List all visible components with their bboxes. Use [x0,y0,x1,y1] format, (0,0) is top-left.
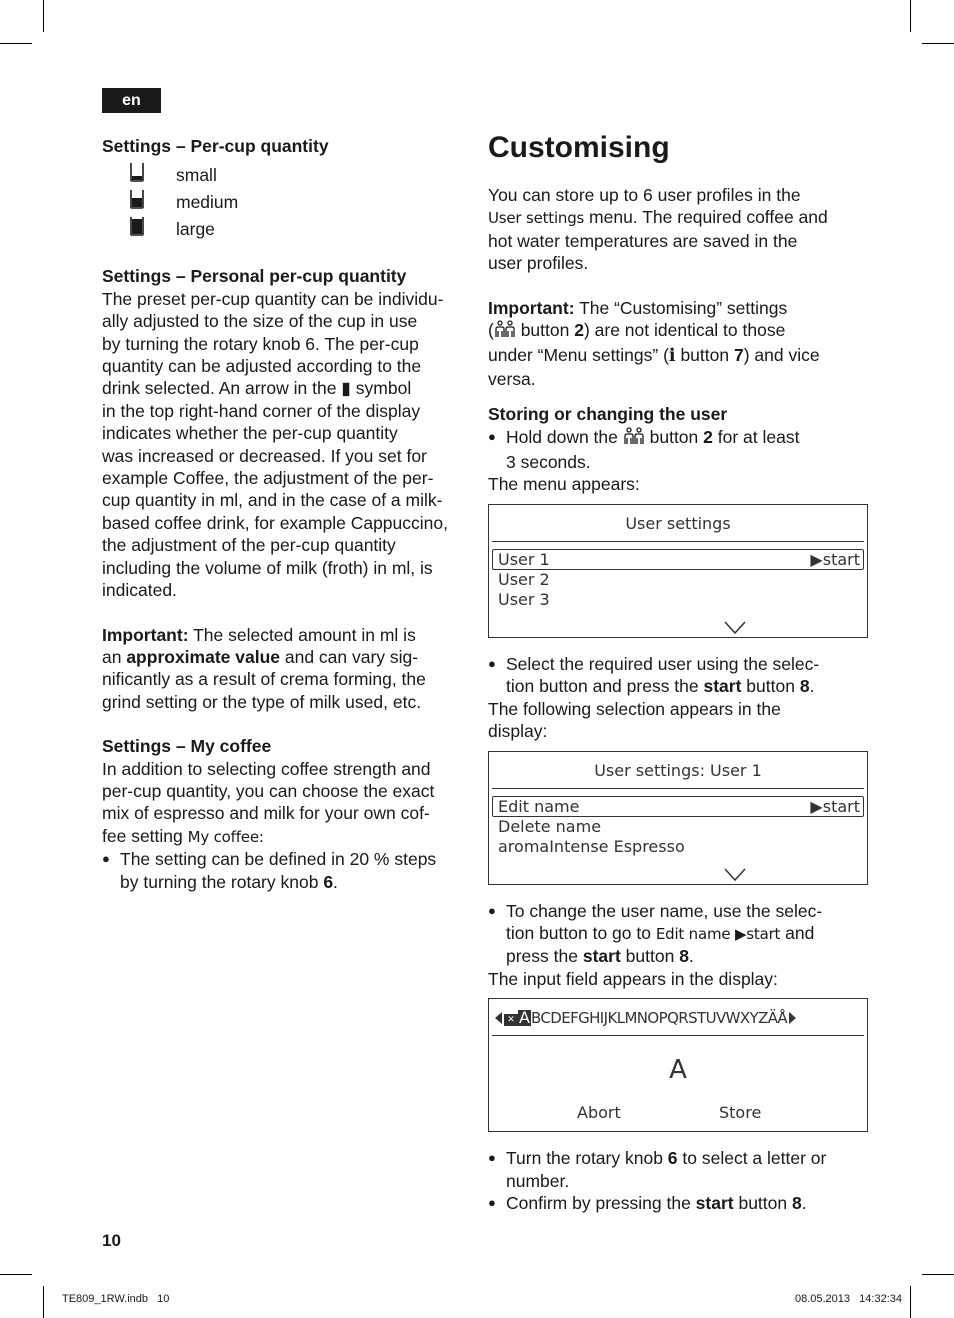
personal-line: including the volume of milk (froth) in ml, is [102,557,433,578]
important-bold: approximate value [126,646,280,667]
mycoffee-line: In addition to selecting coffee strength and [102,758,431,779]
display-row: User 2 [498,569,550,589]
display-actions [489,1088,867,1128]
crop-mark [43,0,44,32]
bullet-text: button [644,426,704,447]
alphabet-row [489,999,867,1035]
intro-line: You can store up to 6 user profiles in the [488,185,801,205]
bullet-bold: 2 [703,426,713,447]
selected-letter: A [519,1008,530,1028]
bullet-text: button [733,1192,792,1213]
display-row: User 3 [498,589,550,609]
important-bold: 7 [733,345,744,366]
important-text: ) are not identical to those [583,320,786,341]
store-bullet [488,426,868,451]
bullet-text: tion button to go to [506,922,656,943]
menu-term: User settings [488,209,585,228]
important-text: an [102,646,127,667]
chevron-down-icon [724,866,746,888]
bullet-bold: 6 [323,871,334,892]
arrow-right-icon [789,1012,796,1024]
intro-line: user profiles. [488,253,589,274]
left-column [102,135,472,893]
cup-size-medium [102,188,472,215]
chevron-down-icon [724,619,746,641]
language-tag: en [102,88,161,113]
personal-line: drink selected. An arrow in the ▮ symbol [102,378,412,399]
bullet-text: button [620,946,680,967]
input-appears-text: The input field appears in the display: [488,968,778,989]
users-icon [494,319,516,344]
display-row-selected [492,549,864,570]
intro-line [488,206,868,229]
bullet-text: to select a letter or [677,1148,827,1169]
bullet-bold: start [582,946,621,967]
bullet-text: Turn the rotary knob [506,1148,668,1169]
crop-mark [0,43,32,44]
start-indicator: ▶start [810,796,860,816]
important-text: The selected amount in ml is [188,624,416,645]
personal-line: indicates whether the per-cup quantity [102,423,398,444]
bullet-bold: start [703,676,742,697]
cup-small-icon [130,162,146,187]
important-label: Important: [488,297,575,318]
cup-medium-icon [130,189,146,214]
personal-line: quantity can be adjusted according to the [102,356,422,377]
bullet-text: . [801,1192,807,1213]
store-heading: Storing or changing the user [488,404,728,425]
important-note [488,319,868,344]
display-user-settings-user1 [488,751,868,885]
bullet-bold: 6 [667,1148,678,1169]
intro-text: menu. The required coffee and [584,207,828,228]
abort-option: Abort [577,1103,621,1123]
turn-bullet [488,1147,868,1169]
important-note [102,646,472,668]
bullet-text: . [688,946,694,967]
display-row-label: User 1 [498,549,550,569]
bullet-text: . [333,871,338,892]
personal-line: The preset per-cup quantity can be individu- [102,288,444,309]
menu-term: Edit name ▶start [655,924,781,943]
important-text: button [675,345,734,366]
bullet-bold: 8 [792,1192,802,1213]
cup-size-label: medium [176,191,239,212]
users-icon [623,426,645,451]
important-text: ) and vice [743,345,820,366]
important-note: nificantly as a result of crema forming, the [102,669,426,690]
display-title: User settings [625,513,731,533]
display-row: aromaIntense Espresso [498,836,685,856]
display-title: User settings: User 1 [594,760,762,780]
mycoffee-heading: Settings – My coffee [102,736,272,757]
alphabet-letters: BCDEFGHIJKLMNOPQRSTUVWXYZÄÅ [530,1009,788,1028]
crop-mark [922,43,954,44]
important-label: Important: [102,624,189,645]
bullet-bold: 8 [679,946,689,967]
personal-line: was increased or decreased. If you set for [102,445,427,466]
bullet-text: and [780,922,815,943]
mycoffee-line: mix of espresso and milk for your own cof- [102,803,430,824]
mycoffee-text: fee setting [102,825,188,846]
confirm-bullet [488,1192,868,1214]
important-bold: 2 [574,320,584,341]
menu-appears-text: The menu appears: [488,474,640,495]
bullet-text: button [741,676,800,697]
change-bullet-cont [488,922,868,945]
info-icon: i [668,346,676,367]
page-number: 10 [102,1231,121,1250]
start-indicator: ▶start [810,549,860,569]
important-text: under “Menu settings” ( [488,345,669,366]
turn-bullet-cont: number. [506,1170,570,1191]
important-text: The “Customising” settings [574,297,788,318]
personal-line: in the top right-hand corner of the display [102,400,421,421]
bullet-bold: 8 [799,676,810,697]
crop-mark [922,1274,954,1275]
personal-line: ally adjusted to the size of the cup in use [102,311,418,332]
footer-timestamp: 08.05.2013 14:32:34 [794,1293,902,1305]
change-bullet-cont [488,945,868,967]
per-cup-heading: Settings – Per-cup quantity [102,136,329,156]
personal-line: example Coffee, the adjustment of the per- [102,468,434,489]
mycoffee-line [102,825,472,848]
store-option: Store [719,1103,762,1123]
mycoffee-menu-term: My coffee: [187,827,264,846]
crop-mark [0,1274,32,1275]
cup-size-label: large [176,218,215,239]
bullet-text: for at least [712,426,800,447]
cup-large-icon [130,216,146,241]
crop-mark [43,1286,44,1318]
cup-size-large [102,215,472,242]
following-text: The following selection appears in the [488,698,781,719]
following-text: display: [488,721,548,742]
bullet-bold: start [695,1192,734,1213]
select-bullet-cont [488,675,868,697]
important-note [488,297,868,319]
current-letter: A [669,1055,687,1086]
crop-mark [910,0,911,32]
personal-line: indicated. [102,580,177,601]
mycoffee-bullet: ● The setting can be defined in 20 % steps [102,848,472,870]
bullet-text: tion button and press the [506,676,704,697]
bullet-text: press the [506,946,583,967]
important-note [102,624,472,646]
store-bullet-cont: 3 seconds. [506,452,591,473]
important-note: versa. [488,368,536,389]
mycoffee-line: per-cup quantity, you can choose the exact [102,780,435,801]
important-note: grind setting or the type of milk used, etc. [102,691,422,712]
display-row-selected [492,796,864,817]
bullet-text: . [809,676,815,697]
mycoffee-bullet-cont [102,871,472,893]
right-column [488,130,868,1214]
display-user-settings [488,504,868,638]
personal-line: cup quantity in ml, and in the case of a milk- [102,490,443,511]
display-row-label: Edit name [498,796,580,816]
bullet-text: Hold down the [506,426,623,447]
bullet-text: Confirm by pressing the [506,1192,696,1213]
personal-line: based coffee drink, for example Cappuccino, [102,512,448,533]
personal-heading: Settings – Personal per-cup quantity [102,266,407,287]
page-title: Customising [488,131,670,164]
change-bullet: ● To change the user name, use the selec- [488,900,868,922]
display-name-input [488,998,868,1132]
intro-line: hot water temperatures are saved in the [488,230,798,251]
cup-size-small [102,161,472,188]
footer-file: TE809_1RW.indb 10 [62,1293,170,1305]
display-row: Delete name [498,816,602,836]
arrow-left-icon [495,1012,502,1024]
crop-mark [910,1286,911,1318]
important-text: and can vary sig- [280,646,419,667]
personal-line: by turning the rotary knob 6. The per-cup [102,333,419,354]
select-bullet: ● Select the required user using the selec- [488,653,868,675]
personal-line: the adjustment of the per-cup quantity [102,535,396,556]
display-divider [492,541,864,542]
important-text: ( [488,320,494,341]
bullet-text: by turning the rotary knob [120,871,324,892]
backspace-icon: ✕ [504,1014,518,1026]
important-text: button [515,320,575,341]
cup-size-label: small [176,164,217,185]
important-note [488,344,868,367]
